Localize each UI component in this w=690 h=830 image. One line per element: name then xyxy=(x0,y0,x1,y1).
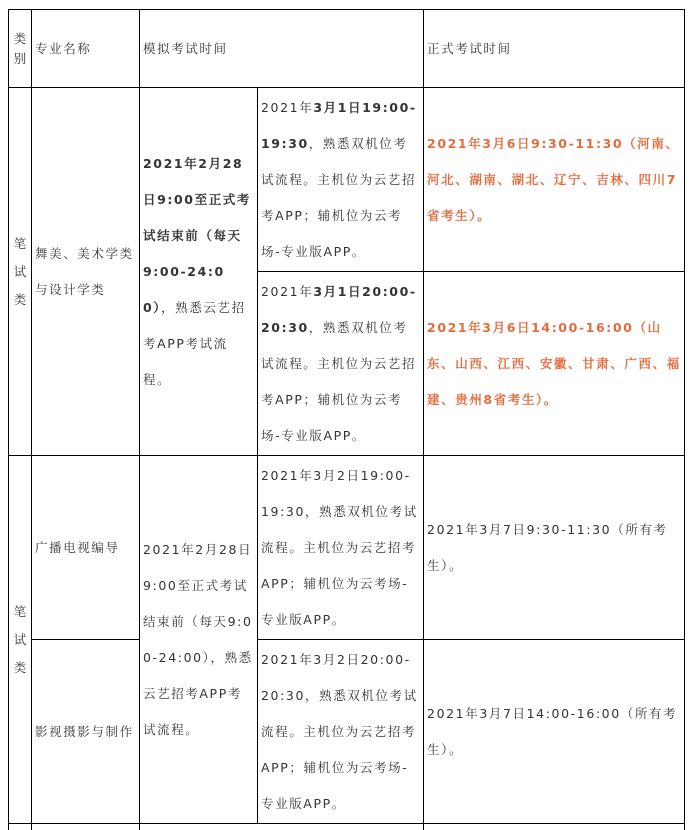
tail-cell xyxy=(9,824,32,830)
major-cell: 广播电视编导 xyxy=(32,456,140,640)
category-cell: 笔试类 xyxy=(9,88,32,456)
session-date-prefix: 2021年 xyxy=(261,99,314,115)
category-cell: 笔试类 xyxy=(9,456,32,824)
mock-window-cell: 2021年2月28日9:00至正式考试结束前（每天9:00-24:00），熟悉云艺招考APP考试流程。 xyxy=(140,456,258,824)
formal-time-cell: 2021年3月6日9:30-11:30（河南、河北、湖南、湖北、辽宁、吉林、四川7省考生）。 xyxy=(424,88,685,272)
formal-time-cell: 2021年3月7日9:30-11:30（所有考生）。 xyxy=(424,456,685,640)
table-tail-row xyxy=(9,824,685,830)
mock-window-bold: 2021年2月28日9:00至正式考试结束前（每天9:00-24:00） xyxy=(143,155,251,315)
table-row xyxy=(9,640,685,824)
session-rest: ，熟悉双机位考试流程。主机位为云艺招考APP；辅机位为云考场-专业版APP。 xyxy=(261,319,417,443)
header-mock-time: 模拟考试时间 xyxy=(140,10,424,88)
header-formal-time: 正式考试时间 xyxy=(424,10,685,88)
header-major: 专业名称 xyxy=(32,10,140,88)
table-row xyxy=(9,456,685,640)
formal-time-cell: 2021年3月7日14:00-16:00（所有考生）。 xyxy=(424,640,685,824)
mock-window-rest: ，熟悉云艺招考APP考试流程。 xyxy=(143,299,246,387)
mock-window-cell xyxy=(140,88,258,456)
exam-schedule-table xyxy=(8,9,685,830)
table-row xyxy=(9,88,685,272)
exam-schedule xyxy=(8,9,685,830)
session-date-prefix: 2021年 xyxy=(261,283,314,299)
mock-session-cell: 2021年3月2日19:00-19:30，熟悉双机位考试流程。主机位为云艺招考APP；辅机位为云考场-专业版APP。 xyxy=(258,456,424,640)
header-category: 类别 xyxy=(9,10,32,88)
session-date-bold: 3月1日19:00-19:30 xyxy=(261,99,417,151)
mock-session-cell xyxy=(258,272,424,456)
mock-session-cell: 2021年3月2日20:00-20:30，熟悉双机位考试流程。主机位为云艺招考APP；辅机位为云考场-专业版APP。 xyxy=(258,640,424,824)
major-cell: 舞美、美术学类与设计学类 xyxy=(32,88,140,456)
formal-time-cell: 2021年3月6日14:00-16:00（山东、山西、江西、安徽、甘肃、广西、福建、贵州8省考生）。 xyxy=(424,272,685,456)
session-rest: ，熟悉双机位考试流程。主机位为云艺招考APP；辅机位为云考场-专业版APP。 xyxy=(261,135,417,259)
mock-session-cell xyxy=(258,88,424,272)
tail-cell xyxy=(424,824,685,830)
tail-cell xyxy=(32,824,140,830)
tail-cell xyxy=(140,824,424,830)
major-cell: 影视摄影与制作 xyxy=(32,640,140,824)
header-row xyxy=(9,10,685,88)
session-date-bold: 3月1日20:00-20:30 xyxy=(261,283,417,335)
